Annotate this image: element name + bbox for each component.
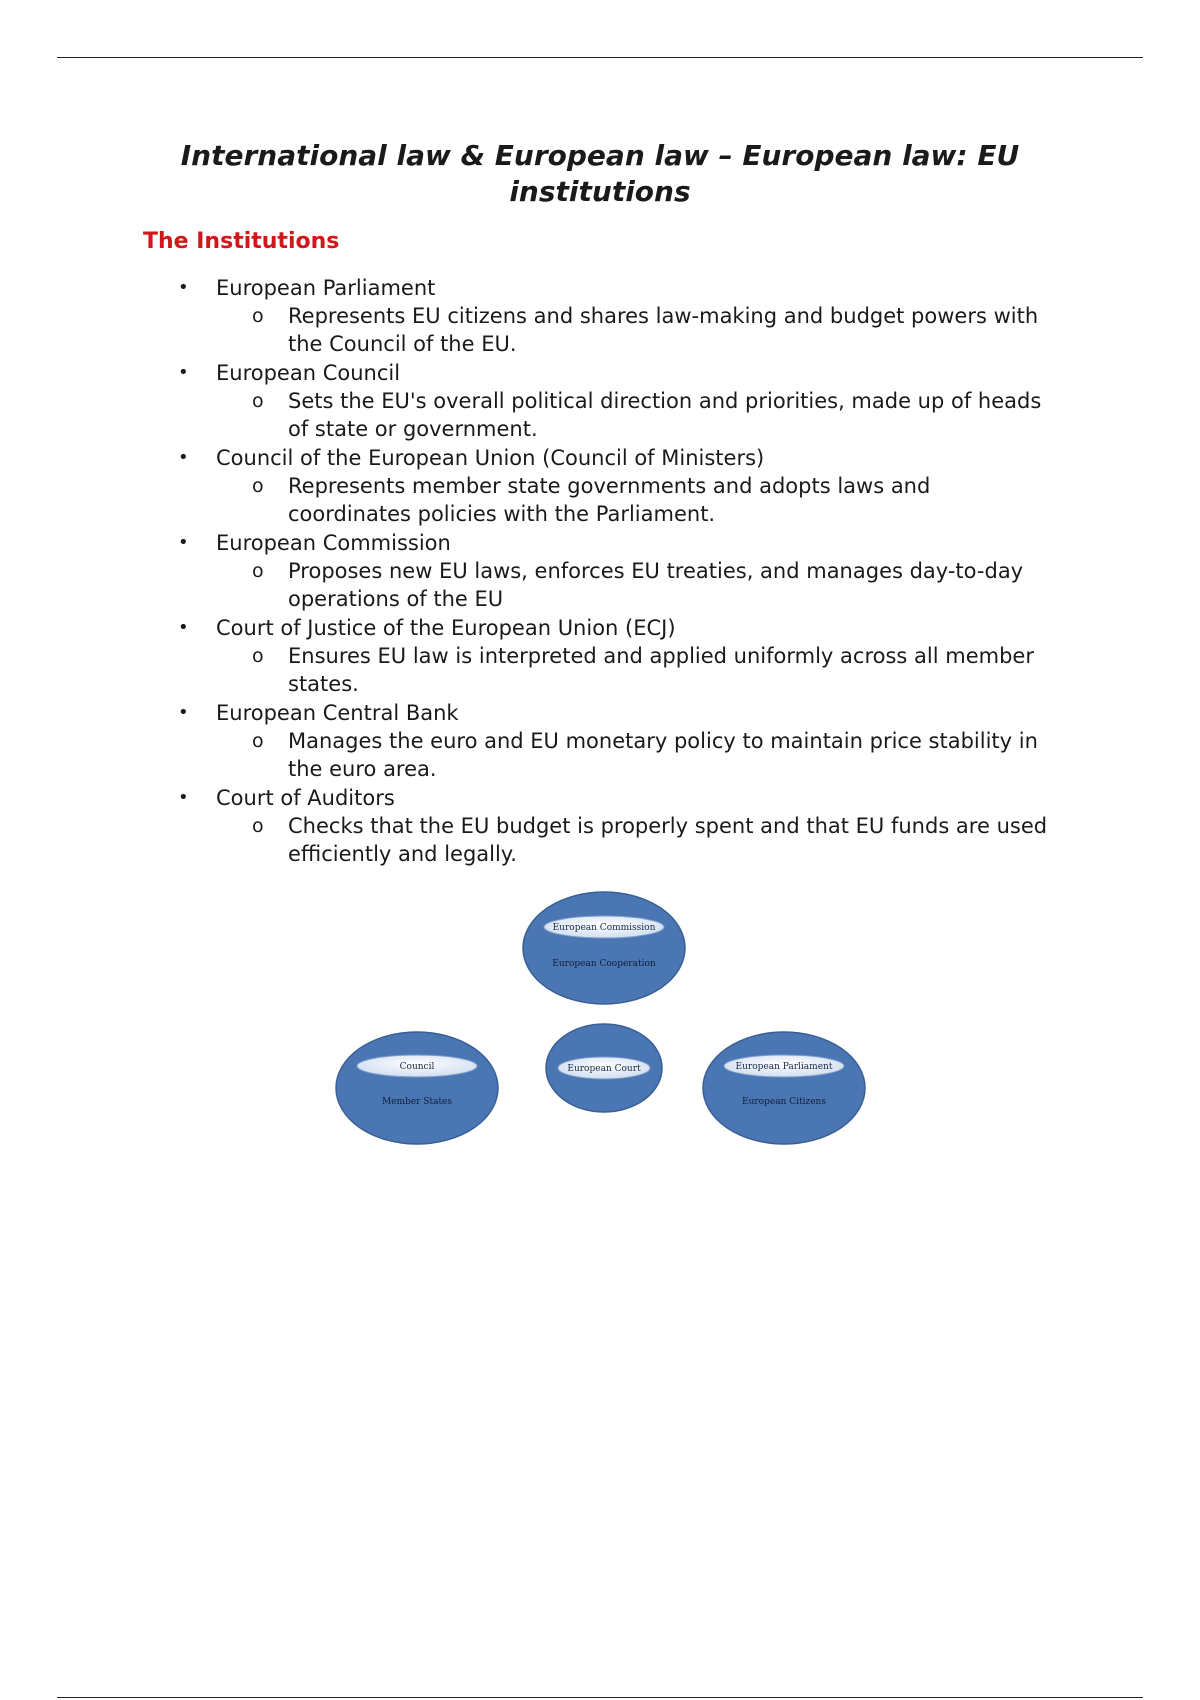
- commission-ellipse: [523, 892, 685, 1004]
- court-label: European Court: [567, 1064, 641, 1074]
- council-ellipse: [336, 1032, 498, 1144]
- institution-description: Sets the EU's overall political direction and priorities, made up of heads of state or government.: [288, 389, 1042, 441]
- sub-bullet-icon: o: [252, 475, 264, 497]
- list-item: [0, 529, 1200, 557]
- list-item: [0, 359, 1200, 387]
- sub-bullet-icon: o: [252, 390, 264, 412]
- page-title: International law & European law – European law: EU institutions: [180, 139, 1020, 208]
- institution-name: Court of Justice of the European Union (ECJ): [216, 616, 676, 640]
- commission-sublabel: European Cooperation: [552, 959, 656, 969]
- list-subitem: [0, 642, 1200, 698]
- list-item: [0, 274, 1200, 302]
- institutions-list: [0, 274, 1200, 869]
- institution-description: Checks that the EU budget is properly spent and that EU funds are used efficiently and legally.: [288, 814, 1048, 866]
- bullet-icon: •: [178, 787, 189, 808]
- institution-name: Council of the European Union (Council of Ministers): [216, 446, 765, 470]
- list-subitem: [0, 302, 1200, 358]
- list-subitem: [0, 812, 1200, 868]
- diagram-node-commission: [523, 892, 685, 1004]
- diagram-node-court: [546, 1024, 662, 1112]
- list-subitem: [0, 387, 1200, 443]
- sub-bullet-icon: o: [252, 645, 264, 667]
- institution-description: Proposes new EU laws, enforces EU treaties, and manages day-to-day operations of the EU: [288, 559, 1024, 611]
- institution-description: Represents EU citizens and shares law-making and budget powers with the Council of the EU.: [288, 304, 1039, 356]
- bullet-icon: •: [178, 617, 189, 638]
- institution-description: Manages the euro and EU monetary policy to maintain price stability in the euro area.: [288, 729, 1038, 781]
- sub-bullet-icon: o: [252, 815, 264, 837]
- section-heading: The Institutions: [143, 229, 340, 254]
- institution-name: European Parliament: [216, 276, 436, 300]
- bullet-icon: •: [178, 702, 189, 723]
- diagram-svg: [308, 886, 884, 1146]
- council-sublabel: Member States: [381, 1097, 453, 1107]
- institution-name: European Commission: [216, 531, 451, 555]
- top-rule: [57, 57, 1143, 58]
- institution-name: Court of Auditors: [216, 786, 395, 810]
- institution-name: European Council: [216, 361, 401, 385]
- commission-label: European Commission: [552, 923, 656, 933]
- list-item: [0, 784, 1200, 812]
- diagram-node-parliament: [703, 1032, 865, 1144]
- eu-institutions-diagram: [308, 886, 884, 1146]
- sub-bullet-icon: o: [252, 305, 264, 327]
- bottom-rule: [57, 1697, 1143, 1698]
- bullet-icon: •: [178, 362, 189, 383]
- institution-description: Represents member state governments and adopts laws and coordinates policies with the Parliament.: [288, 474, 931, 526]
- council-label: Council: [399, 1062, 435, 1072]
- sub-bullet-icon: o: [252, 730, 264, 752]
- list-item: [0, 614, 1200, 642]
- institution-description: Ensures EU law is interpreted and applied uniformly across all member states.: [288, 644, 1034, 696]
- diagram-node-council: [336, 1032, 498, 1144]
- parliament-sublabel: European Citizens: [742, 1097, 826, 1107]
- list-subitem: [0, 472, 1200, 528]
- list-item: [0, 699, 1200, 727]
- list-subitem: [0, 557, 1200, 613]
- list-subitem: [0, 727, 1200, 783]
- bullet-icon: •: [178, 447, 189, 468]
- bullet-icon: •: [178, 277, 189, 298]
- parliament-ellipse: [703, 1032, 865, 1144]
- institution-name: European Central Bank: [216, 701, 459, 725]
- list-item: [0, 444, 1200, 472]
- parliament-label: European Parliament: [735, 1062, 833, 1072]
- sub-bullet-icon: o: [252, 560, 264, 582]
- bullet-icon: •: [178, 532, 189, 553]
